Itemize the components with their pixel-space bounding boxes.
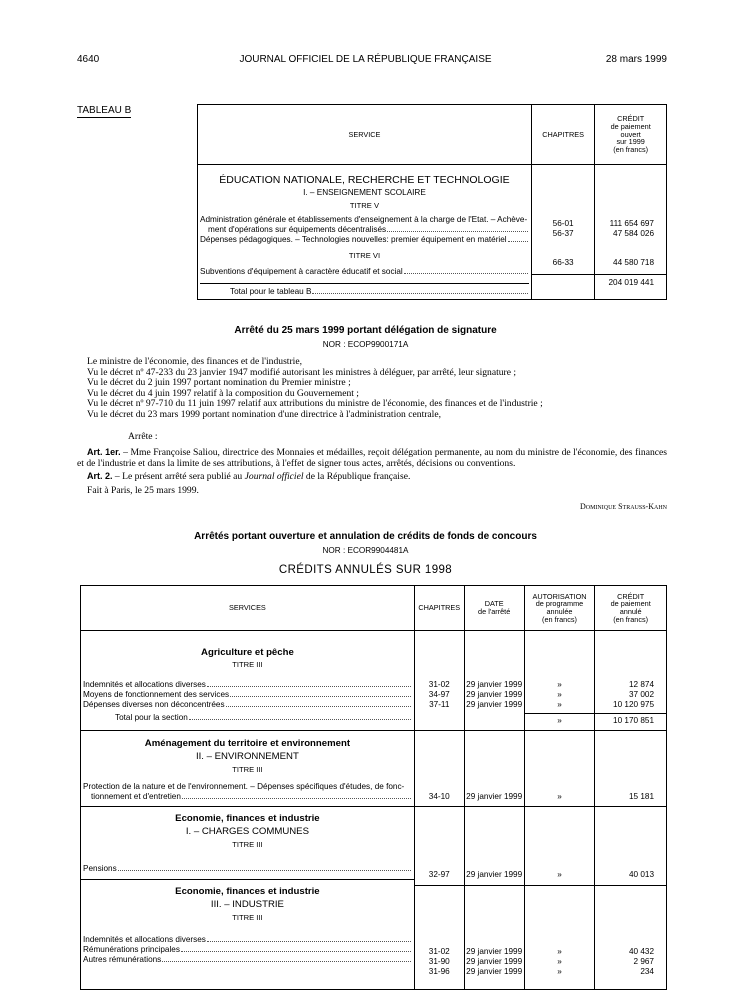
titre-heading: TITRE III — [232, 840, 263, 849]
subsection-heading: I. – CHARGES COMMUNES — [185, 826, 309, 837]
tableau-b-label: TABLEAU B — [77, 105, 132, 116]
arrete-word: Arrête : — [128, 431, 158, 442]
tableau-b-service-cell — [198, 165, 532, 300]
table-row: Dépenses diverses non déconcentrées — [83, 700, 412, 710]
total-row: Total pour le tableau B — [200, 283, 529, 299]
arrete-title: Arrêté du 25 mars 1999 portant délégation de signature — [234, 325, 497, 336]
titre-heading: TITRE III — [232, 660, 263, 669]
ministry-heading: Economie, finances et industrie — [175, 813, 320, 824]
credits-annules-table — [80, 585, 667, 990]
total-credit: 10 170 851 — [613, 716, 654, 725]
nor-code: NOR : ECOP9900171A — [322, 340, 409, 349]
table-row: Pensions — [83, 864, 412, 874]
section-heading: I. – ENSEIGNEMENT SCOLAIRE — [303, 188, 426, 197]
services-cell — [81, 631, 415, 990]
nor-code: NOR : ECOR9904481A — [322, 546, 409, 555]
ministry-heading: ÉDUCATION NATIONALE, RECHERCHE ET TECHNOLOGIE — [219, 174, 510, 186]
col-header-chapitres: CHAPITRES — [531, 105, 594, 165]
col-header-credit: CRÉDIT de paiement annulé (en francs) — [595, 586, 667, 631]
total-row: Total pour la section — [83, 713, 412, 726]
list-item: Administration générale et établissements d'enseignement à la charge de l'Etat. – Achève- — [200, 215, 528, 224]
credits-table-title: CRÉDITS ANNULÉS SUR 1998 — [278, 564, 453, 576]
autorisation-cell: » » » » » » » » » — [524, 631, 595, 990]
col-header-autorisation: AUTORISATION de programme annulée (en francs) — [524, 586, 595, 631]
page-number: 4640 — [77, 54, 100, 65]
ministry-heading: Aménagement du territoire et environnement — [144, 738, 351, 749]
titre-heading: TITRE VI — [348, 251, 381, 260]
table-row: tionnement et d'entretien — [83, 792, 412, 802]
subsection-heading: II. – ENVIRONNEMENT — [195, 751, 299, 762]
total-credit: 204 019 441 — [595, 274, 666, 290]
date-cell: 29 janvier 1999 29 janvier 1999 29 janvier 1999 29 janvier 1999 29 janvier 1999 29 janvier 1999 29 janvier 1999 29 janvier 1999 — [464, 631, 524, 990]
list-item: Subventions d'équipement à caractère éducatif et social — [200, 267, 529, 277]
signature: Dominique Strauss-Kahn — [579, 502, 667, 511]
col-header-chapitres: CHAPITRES — [414, 586, 464, 631]
fait-a-paris: Fait à Paris, le 25 mars 1999. — [87, 485, 199, 496]
chapitres-cell: 56-01 56-37 66-33 — [531, 165, 594, 300]
table-row: Moyens de fonctionnement des services — [83, 690, 412, 700]
tableau-b-table — [197, 104, 667, 300]
publication-date: 28 mars 1999 — [605, 54, 667, 65]
chapitres-cell: 31-02 34-97 37-11 34-10 32-97 31-02 31-90 31-96 — [414, 631, 464, 990]
titre-heading: TITRE III — [232, 765, 263, 774]
subsection-heading: III. – INDUSTRIE — [210, 899, 284, 910]
credit-cell: 12 874 37 002 10 120 975 10 170 851 15 181 40 013 40 432 2 967 234 — [595, 631, 667, 990]
credit-cell: 111 654 697 47 584 026 44 580 718 204 019 441 — [595, 165, 667, 300]
ministry-heading: Agriculture et pêche — [201, 647, 294, 658]
list-item: Dépenses pédagogiques. – Technologies nouvelles: premier équipement en matériel — [200, 235, 529, 245]
table-row: Protection de la nature et de l'environnement. – Dépenses spécifiques d'études, de fonc- — [83, 782, 405, 791]
list-item: ment d'opérations sur équipements décentralisés — [200, 225, 529, 235]
article-2: Art. 2. – Le présent arrêté sera publié au Journal officiel de la République française. — [87, 471, 411, 482]
arrete-title: Arrêtés portant ouverture et annulation de crédits de fonds de concours — [194, 531, 537, 542]
journal-title: JOURNAL OFFICIEL DE LA RÉPUBLIQUE FRANÇAISE — [239, 54, 492, 65]
article-1: Art. 1er. – Mme Françoise Saliou, directrice des Monnaies et médailles, reçoit délégation permanente, au nom du ministre de l'économie, des finances et de l'industrie et dans la limite de ses attributions, à l'effet de signer tous actes, arrêtés, décisions ou conventions. — [77, 447, 667, 469]
col-header-credit: CRÉDIT de paiement ouvert sur 1999 (en francs) — [595, 105, 667, 165]
titre-heading: TITRE V — [349, 201, 380, 210]
table-row: Indemnités et allocations diverses — [83, 680, 412, 690]
table-row: Rémunérations principales — [83, 945, 412, 955]
col-header-date: DATE de l'arrêté — [464, 586, 524, 631]
col-header-service: SERVICE — [198, 105, 532, 165]
ministry-heading: Economie, finances et industrie — [175, 886, 320, 897]
col-header-services: SERVICES — [81, 586, 415, 631]
arrete-preamble: Le ministre de l'économie, des finances et de l'industrie, Vu le décret nº 47-233 du 23 janvier 1947 modifié autorisant les ministres à déléguer, par arrêté, leur signature ; Vu le décret du 2 juin 1997 portant nomination du Premier ministre ; Vu le décret du 4 juin 1997 relatif à la composition du Gouvernement ; Vu le décret nº 97-710 du 11 juin 1997 relatif aux attributions du ministre de l'économie, des finances et de l'industrie ; Vu le décret du 23 mars 1999 portant nomination d'une directrice à l'administration centrale, — [87, 356, 543, 420]
titre-heading: TITRE III — [232, 913, 263, 922]
table-row: Indemnités et allocations diverses — [83, 935, 412, 945]
table-row: Autres rémunérations — [83, 955, 412, 965]
